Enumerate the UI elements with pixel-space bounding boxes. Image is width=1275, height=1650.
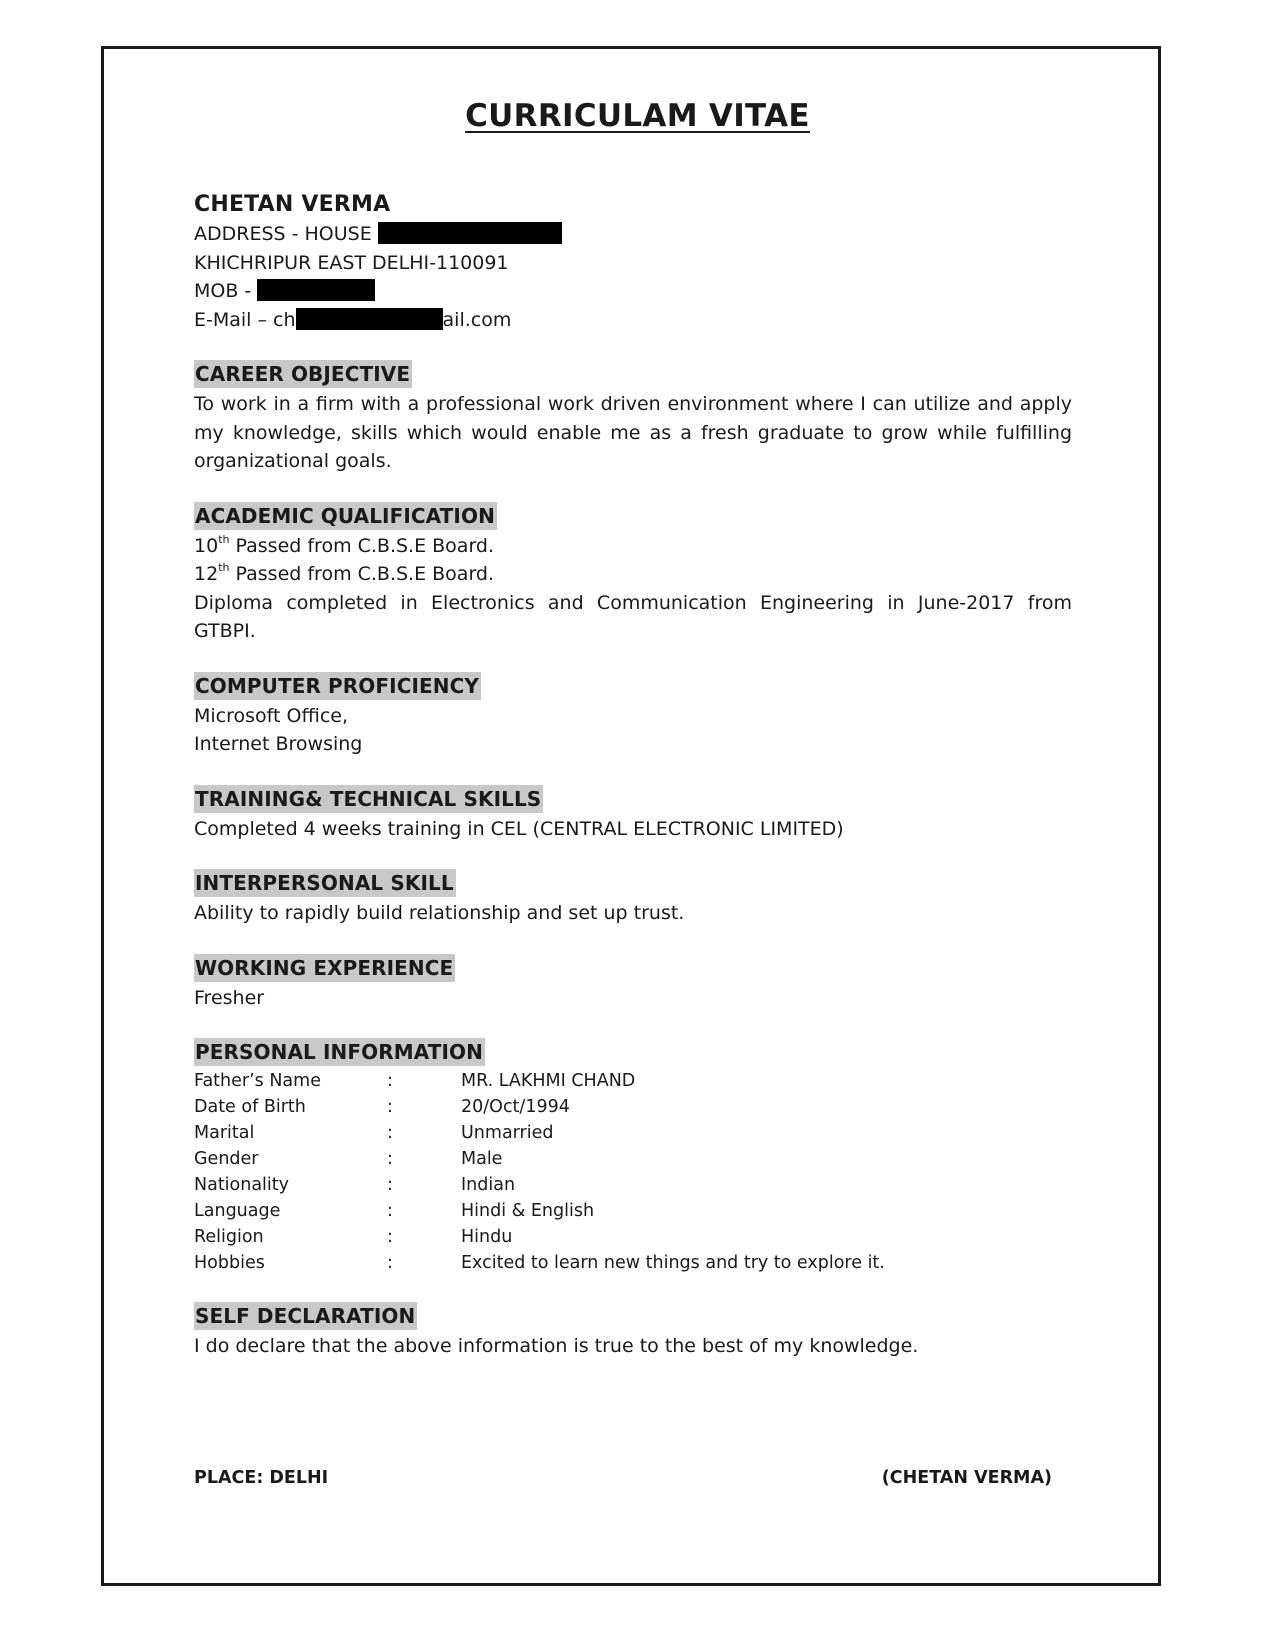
info-separator: : <box>387 1227 393 1247</box>
signature-name: (CHETAN VERMA) <box>881 1468 1052 1488</box>
place-label: PLACE: DELHI <box>194 1468 329 1488</box>
academic-section <box>194 502 1072 646</box>
experience-text: Fresher <box>194 986 265 1009</box>
info-value: Male <box>461 1149 503 1169</box>
info-value: Excited to learn new things and try to explore it. <box>461 1253 885 1273</box>
section-heading: INTERPERSONAL SKILL <box>195 871 454 895</box>
document-title: CURRICULAM VITAE <box>465 98 810 134</box>
info-label: Language <box>194 1201 281 1221</box>
info-row <box>194 1198 1072 1224</box>
section-heading: WORKING EXPERIENCE <box>195 955 454 980</box>
info-row <box>194 1224 1072 1250</box>
section-heading: SELF DECLARATION <box>195 1304 416 1328</box>
info-separator: : <box>387 1071 393 1091</box>
info-row <box>194 1250 1072 1276</box>
info-row <box>194 1146 1072 1172</box>
info-separator: : <box>387 1123 393 1143</box>
info-separator: : <box>387 1201 393 1221</box>
info-separator: : <box>387 1253 393 1273</box>
info-row <box>194 1120 1072 1146</box>
redaction-bar <box>296 308 443 330</box>
info-label: Gender <box>194 1149 259 1169</box>
training-section <box>194 785 1072 844</box>
personal-info-section <box>194 1038 1072 1276</box>
mobile-line: MOB - <box>194 277 1072 306</box>
resume-content <box>194 190 1072 1361</box>
info-value: MR. LAKHMI CHAND <box>461 1071 636 1091</box>
academic-line: 12th Passed from C.B.S.E Board. <box>194 561 495 585</box>
list-item: Internet Browsing <box>194 733 363 755</box>
address-line-2: KHICHRIPUR EAST DELHI-110091 <box>194 251 509 274</box>
info-separator: : <box>387 1175 393 1195</box>
redaction-bar <box>257 279 375 301</box>
info-label: Marital <box>194 1123 255 1143</box>
info-label: Religion <box>194 1227 264 1247</box>
info-label: Nationality <box>194 1175 290 1195</box>
academic-line: 10th Passed from C.B.S.E Board. <box>194 532 495 557</box>
redaction-bar <box>378 222 562 244</box>
interpersonal-section <box>194 869 1072 928</box>
info-value: Hindu <box>461 1227 513 1247</box>
career-objective-text: To work in a firm with a professional work driven environment where I can utilize and apply my knowledge, skills which would enable me as a fresh graduate to grow while fulfilling organizational goals. <box>194 393 1072 472</box>
section-heading: PERSONAL INFORMATION <box>195 1040 483 1064</box>
info-row <box>194 1094 1072 1120</box>
info-label: Date of Birth <box>194 1097 306 1117</box>
academic-line: Diploma completed in Electronics and Communication Engineering in June-2017 from GTBPI. <box>194 591 1072 642</box>
section-heading: ACADEMIC QUALIFICATION <box>195 503 495 528</box>
computer-proficiency-section <box>194 672 1072 759</box>
section-heading: CAREER OBJECTIVE <box>195 362 411 386</box>
info-separator: : <box>387 1149 393 1169</box>
email-line: E-Mail – ch ail.com <box>194 308 512 331</box>
info-row <box>194 1068 1072 1094</box>
signature-footer <box>194 1468 1052 1488</box>
declaration-text: I do declare that the above information is true to the best of my knowledge. <box>194 1335 919 1357</box>
info-value: 20/Oct/1994 <box>461 1097 570 1117</box>
info-row <box>194 1172 1072 1198</box>
info-value: Hindi & English <box>461 1201 595 1221</box>
info-value: Indian <box>461 1175 516 1195</box>
info-separator: : <box>387 1097 393 1117</box>
experience-section <box>194 954 1072 1013</box>
address-line-1: ADDRESS - HOUSE <box>194 220 1072 249</box>
contact-block <box>194 190 1072 334</box>
section-heading: TRAINING& TECHNICAL SKILLS <box>195 786 542 811</box>
info-value: Unmarried <box>461 1123 554 1143</box>
info-label: Hobbies <box>194 1253 265 1273</box>
candidate-name: CHETAN VERMA <box>194 192 391 217</box>
info-label: Father’s Name <box>194 1071 321 1091</box>
career-objective-section <box>194 360 1072 476</box>
training-text: Completed 4 weeks training in CEL (CENTRAL ELECTRONIC LIMITED) <box>194 817 844 840</box>
list-item: Microsoft Office, <box>194 704 349 727</box>
interpersonal-text: Ability to rapidly build relationship and set up trust. <box>194 902 685 924</box>
self-declaration-section <box>194 1302 1072 1361</box>
section-heading: COMPUTER PROFICIENCY <box>195 673 479 698</box>
